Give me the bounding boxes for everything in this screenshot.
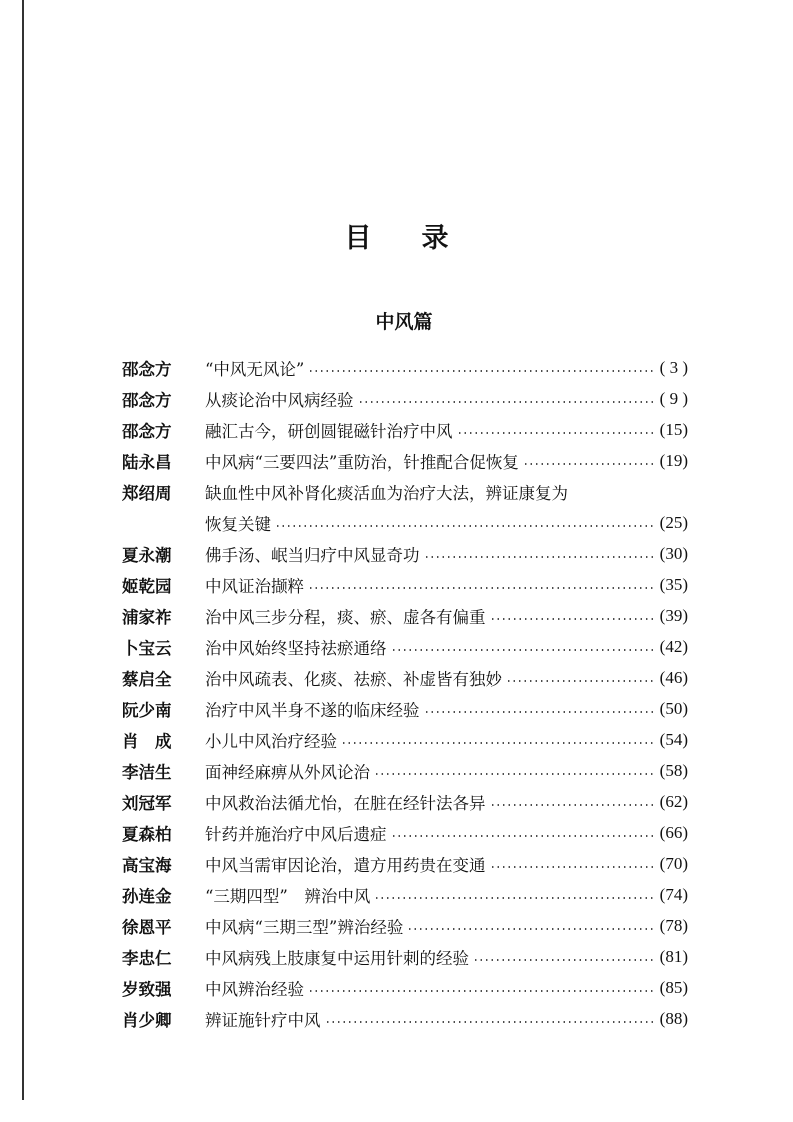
entry-author: 肖 成 — [122, 731, 172, 751]
entry-title: 治疗中风半身不遂的临床经验 — [205, 700, 420, 720]
entry-author: 孙连金 — [122, 886, 172, 906]
entry-page-number: (62) — [659, 791, 688, 811]
entry-page-number: (15) — [659, 419, 688, 439]
entry-title: 中风辨治经验 — [205, 979, 304, 999]
entry-page-number: (78) — [659, 915, 688, 935]
toc-entry — [122, 848, 688, 879]
entry-page-number: (39) — [659, 605, 688, 625]
entry-page-number: (74) — [659, 884, 688, 904]
dot-leader — [490, 618, 656, 620]
dot-leader — [523, 463, 656, 465]
dot-leader — [341, 742, 656, 744]
section-heading: 中风篇 — [375, 311, 433, 333]
entry-author: 邵念方 — [122, 359, 172, 379]
entry-author: 李忠仁 — [122, 948, 172, 968]
toc-entry — [122, 600, 688, 631]
entry-page-number: (30) — [659, 543, 688, 563]
entry-title: 从痰论治中风病经验 — [205, 390, 354, 410]
entry-title: 针药并施治疗中风后遗症 — [205, 824, 387, 844]
toc-entry — [122, 414, 688, 445]
entry-page-number: (66) — [659, 822, 688, 842]
entry-page-number: (88) — [659, 1008, 688, 1028]
entry-author: 邵念方 — [122, 421, 172, 441]
entry-author: 刘冠军 — [122, 793, 172, 813]
dot-leader — [407, 928, 655, 930]
entry-page-number: (50) — [659, 698, 688, 718]
dot-leader — [473, 959, 656, 961]
entry-author: 邵念方 — [122, 390, 172, 410]
entry-title: 中风当需审因论治，遣方用药贵在变通 — [205, 855, 486, 875]
toc-entry — [122, 724, 688, 755]
entry-title: 中风病“三期三型”辨治经验 — [205, 917, 404, 937]
entry-page-number: (46) — [659, 667, 688, 687]
dot-leader — [490, 804, 656, 806]
entry-title: 小儿中风治疗经验 — [205, 731, 337, 751]
entry-title: 中风病残上肢康复中运用针刺的经验 — [205, 948, 469, 968]
entry-page-number: (81) — [659, 946, 688, 966]
toc-entry — [122, 507, 688, 538]
entry-author: 夏森柏 — [122, 824, 172, 844]
entry-page-number: (42) — [659, 636, 688, 656]
toc-entry — [122, 538, 688, 569]
entry-title: 佛手汤、岷当归疗中风显奇功 — [205, 545, 420, 565]
entry-title: 治中风始终坚持祛瘀通络 — [205, 638, 387, 658]
dot-leader — [374, 773, 656, 775]
entry-author: 高宝海 — [122, 855, 172, 875]
entry-author: 肖少卿 — [122, 1010, 172, 1030]
entry-title: 缺血性中风补肾化痰活血为治疗大法，辨证康复为 — [205, 483, 568, 503]
toc-entry — [122, 755, 688, 786]
entry-author: 卜宝云 — [122, 638, 172, 658]
entry-page-number: ( 3 ) — [659, 357, 688, 377]
toc-entry — [122, 476, 688, 507]
entry-author: 夏永潮 — [122, 545, 172, 565]
toc-entry — [122, 383, 688, 414]
dot-leader — [308, 587, 656, 589]
toc-entry — [122, 941, 688, 972]
entry-title: 中风救治法循尤怡，在脏在经针法各异 — [205, 793, 486, 813]
toc-entry — [122, 817, 688, 848]
entry-page-number: ( 9 ) — [659, 388, 688, 408]
entry-title: 辨证施针疗中风 — [205, 1010, 321, 1030]
toc-entry — [122, 1003, 688, 1034]
dot-leader — [424, 556, 656, 558]
entry-page-number: (35) — [659, 574, 688, 594]
entry-page-number: (85) — [659, 977, 688, 997]
entry-page-number: (19) — [659, 450, 688, 470]
entry-page-number: (70) — [659, 853, 688, 873]
dot-leader — [506, 680, 656, 682]
entry-author: 阮少南 — [122, 700, 172, 720]
entry-author: 浦家祚 — [122, 607, 172, 627]
entry-author: 陆永昌 — [122, 452, 172, 472]
entry-author: 郑绍周 — [122, 483, 172, 503]
dot-leader — [490, 866, 656, 868]
entry-title: 恢复关键 — [205, 514, 271, 534]
toc-entry — [122, 569, 688, 600]
toc-entry — [122, 631, 688, 662]
toc-entry — [122, 662, 688, 693]
page-margin-line — [22, 0, 24, 1100]
dot-leader — [325, 1021, 656, 1023]
entry-title: 面神经麻痹从外风论治 — [205, 762, 370, 782]
entry-title: 融汇古今，研创圆锟磁针治疗中风 — [205, 421, 453, 441]
toc-entry — [122, 786, 688, 817]
table-of-contents — [122, 352, 688, 1034]
toc-entry — [122, 693, 688, 724]
entry-title: 中风病“三要四法”重防治，针推配合促恢复 — [205, 452, 519, 472]
dot-leader — [308, 370, 655, 372]
entry-title: “三期四型” 辨治中风 — [205, 886, 371, 906]
page-title: 目录 — [344, 223, 499, 254]
dot-leader — [358, 401, 656, 403]
dot-leader — [457, 432, 656, 434]
dot-leader — [391, 835, 656, 837]
entry-page-number: (25) — [659, 512, 688, 532]
toc-entry — [122, 879, 688, 910]
entry-page-number: (58) — [659, 760, 688, 780]
dot-leader — [275, 525, 656, 527]
entry-author: 徐恩平 — [122, 917, 172, 937]
entry-title: 治中风疏表、化痰、祛瘀、补虚皆有独妙 — [205, 669, 502, 689]
entry-author: 岁致强 — [122, 979, 172, 999]
toc-entry — [122, 352, 688, 383]
dot-leader — [308, 990, 656, 992]
entry-title: 治中风三步分程，痰、瘀、虚各有偏重 — [205, 607, 486, 627]
entry-title: 中风证治撷粹 — [205, 576, 304, 596]
dot-leader — [391, 649, 656, 651]
toc-entry — [122, 445, 688, 476]
entry-author: 李洁生 — [122, 762, 172, 782]
dot-leader — [374, 897, 655, 899]
entry-author: 姬乾园 — [122, 576, 172, 596]
toc-entry — [122, 972, 688, 1003]
dot-leader — [424, 711, 656, 713]
toc-entry — [122, 910, 688, 941]
entry-author: 蔡启全 — [122, 669, 172, 689]
entry-title: “中风无风论” — [205, 359, 305, 379]
entry-page-number: (54) — [659, 729, 688, 749]
